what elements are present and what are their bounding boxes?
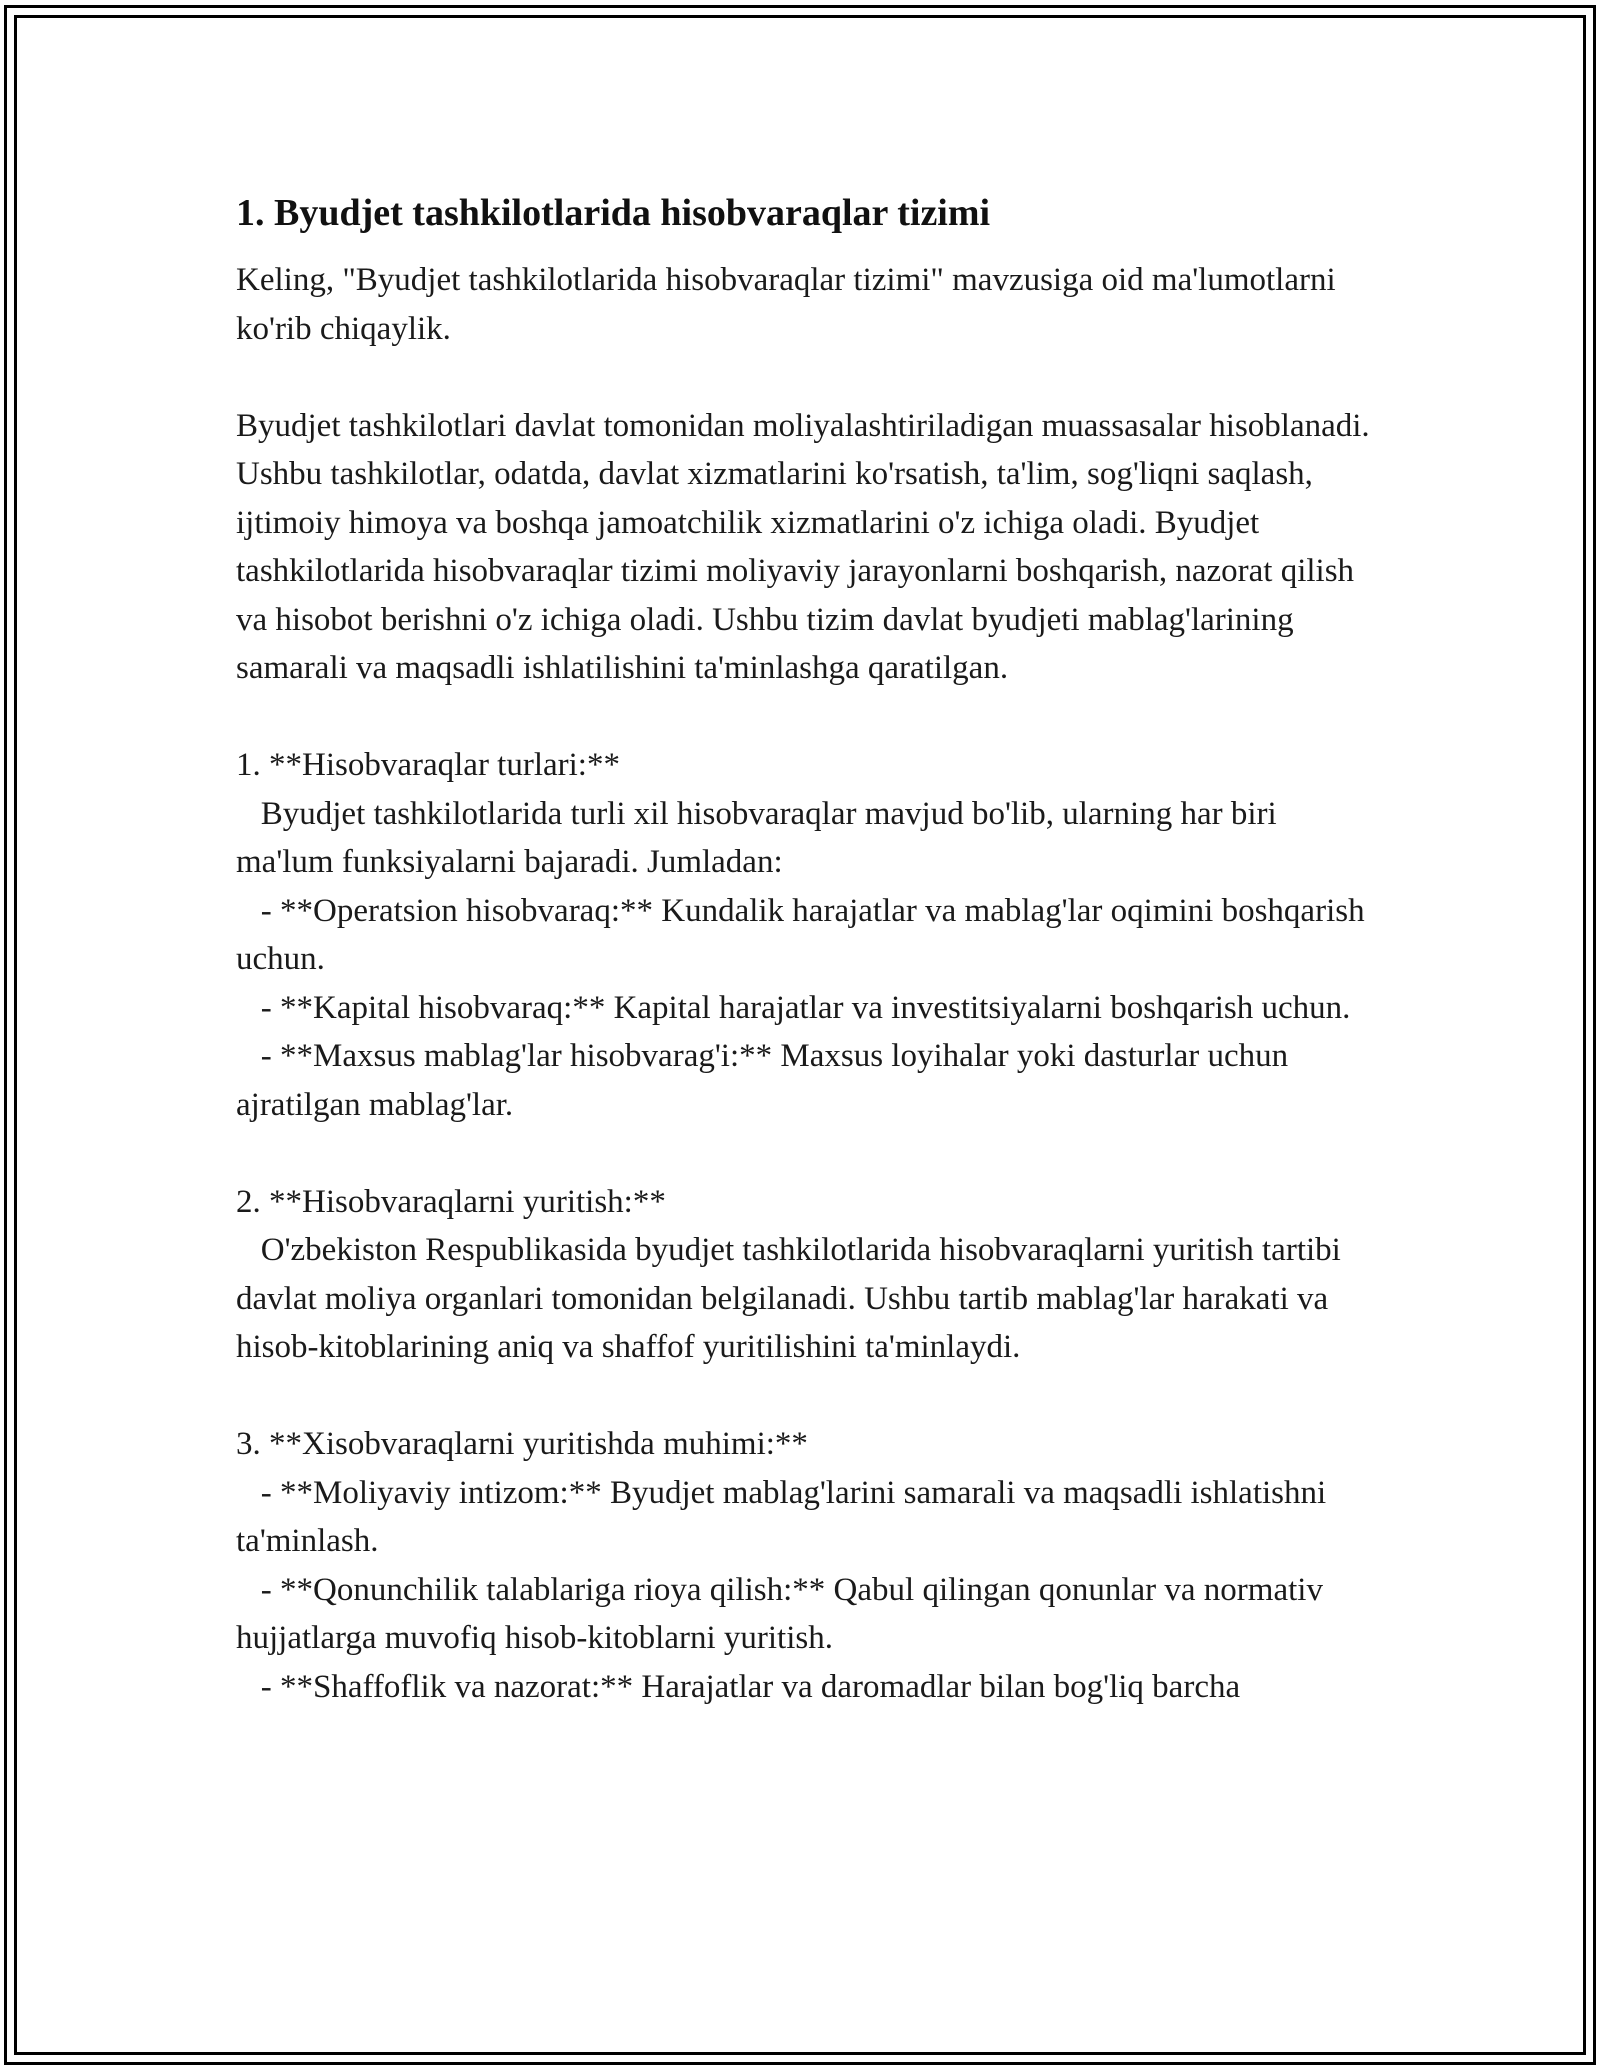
paragraph-gap (236, 353, 1376, 402)
paragraph-gap (236, 1129, 1376, 1178)
intro-paragraph: Keling, "Byudjet tashkilotlarida hisobvaraqlar tizimi" mavzusiga oid ma'lumotlarni ko'rib chiqaylik. (236, 262, 1344, 347)
document-body (236, 186, 1376, 1711)
body-paragraph: Byudjet tashkilotlari davlat tomonidan moliyalashtiriladigan muassasalar hisoblanadi. Ushbu tashkilotlar, odatda, davlat xizmatlarini ko'rsatish, ta'lim, sog'liqni saqlash, ijtimoiy himoya va boshqa jamoatchilik xizmatlarini o'z ichiga oladi. Byudjet tashkilotlarida hisobvaraqlar tizimi moliyaviy jarayonlarni boshqarish, nazorat qilish va hisobot berishni o'z ichiga oladi. Ushbu tizim davlat byudjeti mablag'larining samarali va maqsadli ishlatilishini ta'minlashga qaratilgan. (236, 407, 1378, 686)
section-account-keeping: 2. **Hisobvaraqlarni yuritish:** O'zbekiston Respublikasida byudjet tashkilotlarida hisobvaraqlarni yuritish tartibi davlat moliya organlari tomonidan belgilanadi. Ushbu tartib mablag'lar harakati va hisob-kitoblarining aniq va shaffof yuritilishini ta'minlaydi. (236, 1183, 1341, 1365)
paragraph-gap (236, 1372, 1376, 1421)
document-title: 1. Byudjet tashkilotlarida hisobvaraqlar tizimi (236, 192, 991, 234)
paragraph-gap (236, 693, 1376, 742)
section-importance: 3. **Xisobvaraqlarni yuritishda muhimi:** - **Moliyaviy intizom:** Byudjet mablag'larini samarali va maqsadli ishlatishni ta'minlash. - **Qonunchilik talablariga rioya qilish:** Qabul qilingan qonunlar va normativ hujjatlarga muvofiq hisob-kitoblarni yuritish. - **Shaffoflik va nazorat:** Harajatlar va daromadlar bilan bog'liq barcha (236, 1426, 1327, 1705)
section-account-types: 1. **Hisobvaraqlar turlari:** Byudjet tashkilotlarida turli xil hisobvaraqlar mavjud bo'lib, ularning har biri ma'lum funksiyalarni bajaradi. Jumladan: - **Operatsion hisobvaraq:** Kundalik harajatlar va mablag'lar oqimini boshqarish uchun. - **Kapital hisobvaraq:** Kapital harajatlar va investitsiyalarni boshqarish uchun. - **Maxsus mablag'lar hisobvarag'i:** Maxsus loyihalar yoki dasturlar uchun ajratilgan mablag'lar. (236, 747, 1365, 1123)
